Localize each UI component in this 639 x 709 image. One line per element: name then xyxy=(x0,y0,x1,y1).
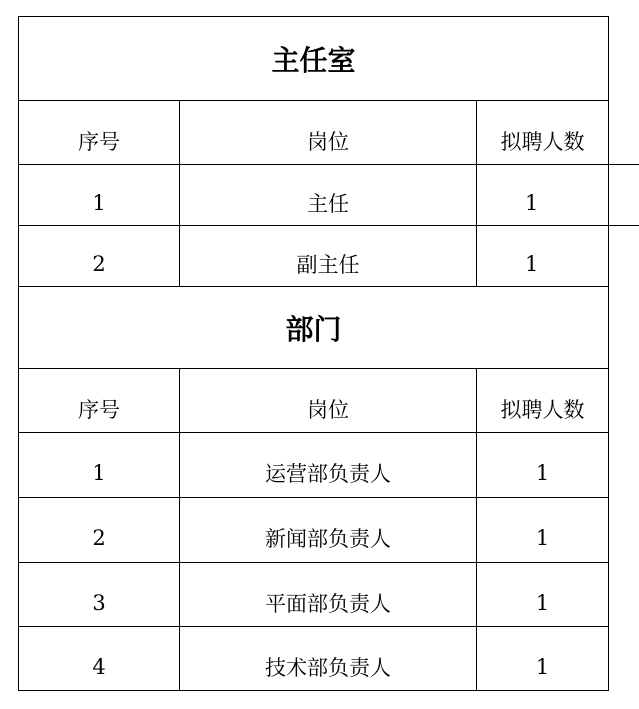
cell-no: 1 xyxy=(19,433,180,497)
header-position: 岗位 xyxy=(180,101,477,164)
section-title-director-office: 主任室 xyxy=(271,43,356,77)
table-row xyxy=(19,498,608,563)
cell-count: 1 xyxy=(535,461,550,485)
header-position: 岗位 xyxy=(180,369,477,432)
cell-count: 1 xyxy=(525,191,539,215)
table-row xyxy=(19,627,608,690)
cell-no: 3 xyxy=(19,563,180,626)
header-count: 拟聘人数 xyxy=(500,129,585,154)
cell-position: 技术部负责人 xyxy=(180,627,477,690)
cell-no: 4 xyxy=(19,627,180,690)
section-title-row xyxy=(19,17,608,101)
section-title-departments: 部门 xyxy=(285,312,342,346)
recruitment-table xyxy=(18,16,609,691)
header-no: 序号 xyxy=(19,369,180,432)
cell-position: 平面部负责人 xyxy=(180,563,477,626)
cell-count: 1 xyxy=(535,590,550,615)
cell-count: 1 xyxy=(535,654,550,679)
section-title-row xyxy=(19,287,608,369)
cell-position: 主任 xyxy=(180,165,477,225)
cell-no: 2 xyxy=(19,498,180,562)
header-count: 拟聘人数 xyxy=(500,397,585,422)
table-header-row xyxy=(19,101,608,165)
table-row xyxy=(19,226,608,287)
header-no: 序号 xyxy=(19,101,180,164)
cell-no: 1 xyxy=(19,165,180,225)
cell-count: 1 xyxy=(525,252,539,276)
table-row xyxy=(19,165,608,226)
table-row xyxy=(19,433,608,498)
extension-line xyxy=(609,164,639,165)
table-row xyxy=(19,563,608,627)
cell-position: 新闻部负责人 xyxy=(180,498,477,562)
cell-count: 1 xyxy=(535,526,550,550)
cell-position: 运营部负责人 xyxy=(180,433,477,497)
cell-no: 2 xyxy=(19,226,180,286)
table-header-row xyxy=(19,369,608,433)
cell-position: 副主任 xyxy=(180,226,477,286)
extension-line xyxy=(609,225,639,226)
